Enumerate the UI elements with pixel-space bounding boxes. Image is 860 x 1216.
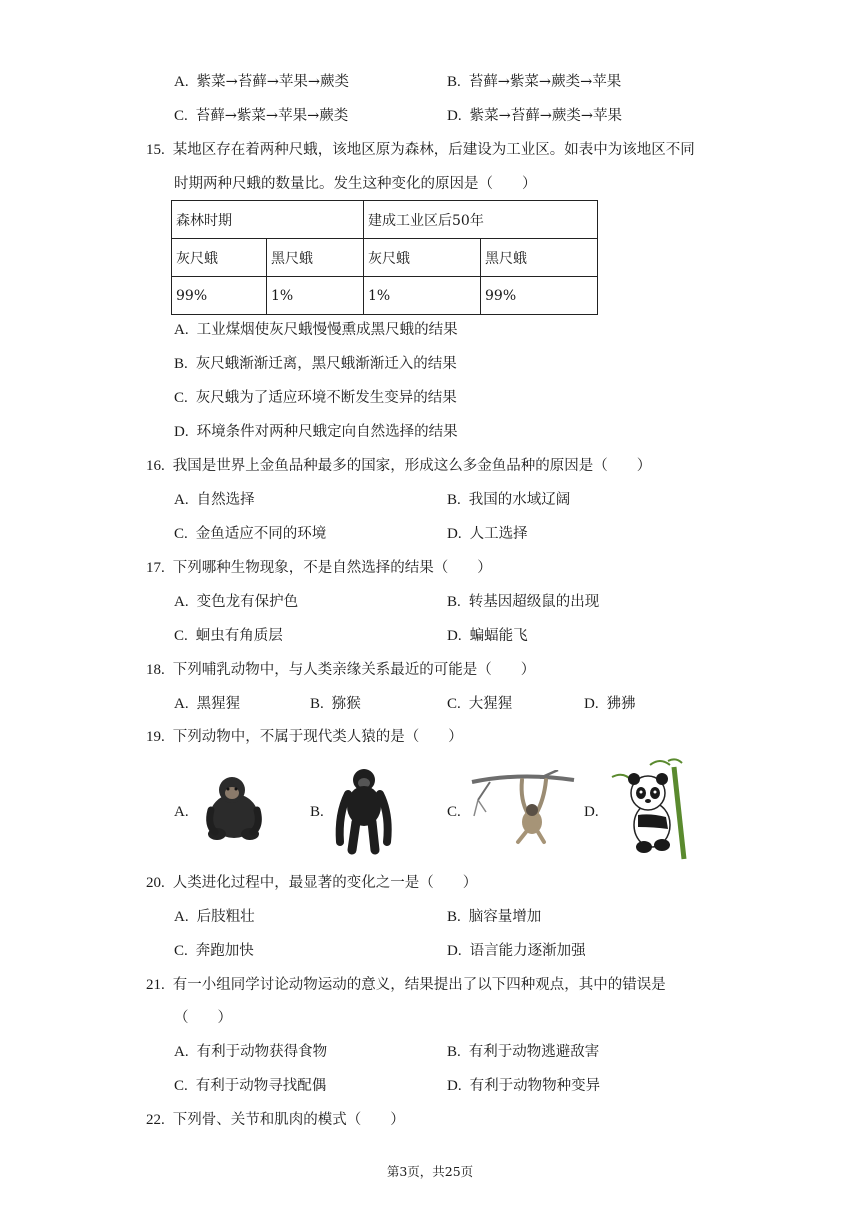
q15-option-d: D. 环境条件对两种尺蛾定向自然选择的结果: [174, 424, 458, 440]
q16-stem: 16. 我国是世界上金鱼品种最多的国家，形成这么多金鱼品种的原因是（ ）: [146, 458, 652, 474]
q14-option-d: D. 紫菜→苔藓→蕨类→苹果: [447, 108, 623, 124]
q20-option-c: C. 奔跑加快: [174, 943, 254, 959]
q15-moth-table: [171, 200, 598, 315]
q18-option-c: C. 大猩猩: [447, 696, 513, 712]
q16-option-d: D. 人工选择: [447, 526, 528, 542]
chimpanzee-icon: [197, 770, 272, 849]
q20-stem: 20. 人类进化过程中，最显著的变化之一是（ ）: [146, 875, 478, 891]
q15-stem-line2: 时期两种尺蛾的数量比。发生这种变化的原因是（ ）: [174, 176, 537, 192]
q22-stem: 22. 下列骨、关节和肌肉的模式（ ）: [146, 1112, 405, 1128]
q14-option-a: A. 紫菜→苔藓→苹果→蕨类: [174, 74, 350, 90]
q15-option-a: A. 工业煤烟使灰尺蛾慢慢熏成黑尺蛾的结果: [174, 322, 458, 338]
q18-option-d: D. 狒狒: [584, 696, 636, 712]
q18-option-b: B. 猕猴: [310, 696, 361, 712]
q19-option-c: C.: [447, 804, 461, 820]
table-cell-value: 1%: [267, 277, 364, 315]
q19-option-d: D.: [584, 804, 599, 820]
q16-option-b: B. 我国的水域辽阔: [447, 492, 571, 508]
q16-option-c: C. 金鱼适应不同的环境: [174, 526, 327, 542]
q20-option-b: B. 脑容量增加: [447, 909, 542, 925]
q21-option-b: B. 有利于动物逃避敌害: [447, 1044, 600, 1060]
q21-stem-line2: （ ）: [174, 1010, 232, 1026]
q21-option-a: A. 有利于动物获得食物: [174, 1044, 328, 1060]
q21-option-c: C. 有利于动物寻找配偶: [174, 1078, 327, 1094]
q19-stem: 19. 下列动物中，不属于现代类人猿的是（ ）: [146, 729, 463, 745]
table-header-black-moth: 黑尺蛾: [267, 239, 364, 277]
q17-option-c: C. 蛔虫有角质层: [174, 628, 283, 644]
table-cell-value: 99%: [172, 277, 267, 315]
table-period-industrial: 建成工业区后50年: [364, 201, 598, 239]
gibbon-icon: [470, 770, 576, 849]
q15-option-b: B. 灰尺蛾渐渐迁离，黑尺蛾渐渐迁入的结果: [174, 356, 457, 372]
q19-option-b: B.: [310, 804, 324, 820]
q14-option-b: B. 苔藓→紫菜→蕨类→苹果: [447, 74, 622, 90]
q19-option-a: A.: [174, 804, 189, 820]
panda-icon: [610, 757, 696, 865]
table-header-gray-moth: 灰尺蛾: [172, 239, 267, 277]
gorilla-icon: [330, 764, 395, 860]
table-cell-value: 1%: [364, 277, 481, 315]
table-period-forest: 森林时期: [172, 201, 364, 239]
q16-option-a: A. 自然选择: [174, 492, 255, 508]
table-header-black-moth: 黑尺蛾: [481, 239, 598, 277]
q15-stem-line1: 15. 某地区存在着两种尺蛾，该地区原为森林，后建设为工业区。如表中为该地区不同: [146, 142, 695, 158]
q18-option-a: A. 黑猩猩: [174, 696, 241, 712]
table-cell-value: 99%: [481, 277, 598, 315]
q17-option-b: B. 转基因超级鼠的出现: [447, 594, 600, 610]
page-footer: 第3页，共25页: [386, 1164, 474, 1179]
q14-option-c: C. 苔藓→紫菜→苹果→蕨类: [174, 108, 349, 124]
q20-option-a: A. 后肢粗壮: [174, 909, 255, 925]
q15-option-c: C. 灰尺蛾为了适应环境不断发生变异的结果: [174, 390, 457, 406]
table-header-gray-moth: 灰尺蛾: [364, 239, 481, 277]
q17-stem: 17. 下列哪种生物现象，不是自然选择的结果（ ）: [146, 560, 492, 576]
q21-stem-line1: 21. 有一小组同学讨论动物运动的意义，结果提出了以下四种观点，其中的错误是: [146, 977, 666, 993]
q18-stem: 18. 下列哺乳动物中，与人类亲缘关系最近的可能是（ ）: [146, 662, 536, 678]
q17-option-d: D. 蝙蝠能飞: [447, 628, 528, 644]
q20-option-d: D. 语言能力逐渐加强: [447, 943, 586, 959]
q21-option-d: D. 有利于动物物种变异: [447, 1078, 601, 1094]
q17-option-a: A. 变色龙有保护色: [174, 594, 299, 610]
